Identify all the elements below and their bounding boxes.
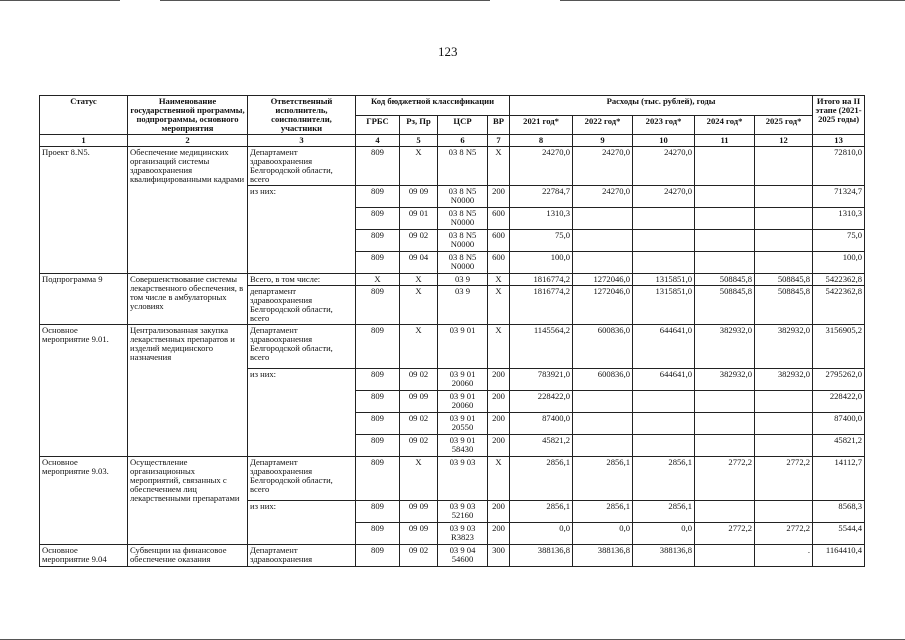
- value-cell-y2023: [633, 391, 695, 413]
- vr-cell: 200: [488, 391, 510, 413]
- value-cell-y2021: 1816774,2: [510, 274, 573, 286]
- rzpr-cell: 09 02: [400, 413, 438, 435]
- column-number: 13: [813, 135, 865, 147]
- value-cell-total: 5544,4: [813, 523, 865, 545]
- column-number: 5: [400, 135, 438, 147]
- column-number: 9: [573, 135, 633, 147]
- grbs-cell: 809: [356, 523, 400, 545]
- value-cell-y2025: 2772,2: [755, 523, 813, 545]
- value-cell-y2022: 0,0: [573, 523, 633, 545]
- value-cell-y2021: 1816774,2: [510, 286, 573, 325]
- column-number: 3: [248, 135, 356, 147]
- value-cell-y2022: [573, 391, 633, 413]
- value-cell-y2025: 382932,0: [755, 325, 813, 369]
- value-cell-y2024: 2772,2: [695, 523, 755, 545]
- value-cell-y2024: 382932,0: [695, 369, 755, 391]
- table-row: [40, 545, 865, 567]
- vr-cell: 300: [488, 545, 510, 567]
- value-cell-y2024: 2772,2: [695, 457, 755, 501]
- vr-cell: 600: [488, 252, 510, 274]
- value-cell-total: 75,0: [813, 230, 865, 252]
- value-cell-y2023: 24270,0: [633, 147, 695, 186]
- value-cell-total: 1310,3: [813, 208, 865, 230]
- header-2021: 2021 год*: [510, 115, 573, 135]
- scan-edge-line: [0, 0, 120, 1]
- header-csr: ЦСР: [438, 115, 488, 135]
- value-cell-total: 100,0: [813, 252, 865, 274]
- csr-cell: 03 9 04 54600: [438, 545, 488, 567]
- column-number: 12: [755, 135, 813, 147]
- rzpr-cell: 09 09: [400, 501, 438, 523]
- value-cell-y2023: [633, 208, 695, 230]
- header-rzpr: Рз, Пр: [400, 115, 438, 135]
- header-grbs: ГРБС: [356, 115, 400, 135]
- value-cell-y2022: 2856,1: [573, 501, 633, 523]
- column-number: 2: [128, 135, 248, 147]
- grbs-cell: 809: [356, 286, 400, 325]
- header-responsible: Ответственный исполнитель, соисполнители, участники: [248, 96, 356, 135]
- vr-cell: 200: [488, 413, 510, 435]
- column-number: 11: [695, 135, 755, 147]
- value-cell-y2022: 600836,0: [573, 325, 633, 369]
- value-cell-y2021: 1145564,2: [510, 325, 573, 369]
- column-number: 1: [40, 135, 128, 147]
- scan-edge-line: [160, 0, 490, 1]
- column-number: 7: [488, 135, 510, 147]
- value-cell-total: 228422,0: [813, 391, 865, 413]
- grbs-cell: 809: [356, 369, 400, 391]
- name-cell: Обеспечение медицинских организаций системы здравоохранения квалифицированными кадрами: [128, 147, 248, 274]
- vr-cell: 200: [488, 501, 510, 523]
- header-2022: 2022 год*: [573, 115, 633, 135]
- rzpr-cell: 09 09: [400, 186, 438, 208]
- header-2023: 2023 год*: [633, 115, 695, 135]
- csr-cell: 03 8 N5 N0000: [438, 252, 488, 274]
- value-cell-y2024: [695, 501, 755, 523]
- value-cell-y2021: 22784,7: [510, 186, 573, 208]
- value-cell-y2025: [755, 147, 813, 186]
- rzpr-cell: 09 01: [400, 208, 438, 230]
- value-cell-y2024: 382932,0: [695, 325, 755, 369]
- value-cell-y2023: 388136,8: [633, 545, 695, 567]
- responsible-cell: Департамент здравоохранения Белгородской области, всего: [248, 457, 356, 501]
- budget-table: [39, 95, 865, 567]
- responsible-cell: департамент здравоохранения Белгородской области, всего: [248, 286, 356, 325]
- grbs-cell: 809: [356, 501, 400, 523]
- rzpr-cell: 09 02: [400, 545, 438, 567]
- csr-cell: 03 9 01 20060: [438, 369, 488, 391]
- value-cell-y2022: 1272046,0: [573, 286, 633, 325]
- rzpr-cell: 09 09: [400, 523, 438, 545]
- value-cell-y2022: 24270,0: [573, 186, 633, 208]
- value-cell-y2025: [755, 252, 813, 274]
- value-cell-y2024: 508845,8: [695, 274, 755, 286]
- value-cell-y2021: 2856,1: [510, 457, 573, 501]
- status-cell: Основное мероприятие 9.03.: [40, 457, 128, 545]
- value-cell-y2022: 1272046,0: [573, 274, 633, 286]
- value-cell-total: 8568,3: [813, 501, 865, 523]
- value-cell-y2024: 508845,8: [695, 286, 755, 325]
- csr-cell: 03 9 01: [438, 325, 488, 369]
- responsible-cell: из них:: [248, 501, 356, 545]
- value-cell-y2021: 87400,0: [510, 413, 573, 435]
- rzpr-cell: 09 04: [400, 252, 438, 274]
- value-cell-y2023: [633, 413, 695, 435]
- value-cell-y2023: 24270,0: [633, 186, 695, 208]
- responsible-cell: Департамент здравоохранения Белгородской области, всего: [248, 325, 356, 369]
- csr-cell: 03 8 N5 N0000: [438, 230, 488, 252]
- csr-cell: 03 9 01 20060: [438, 391, 488, 413]
- value-cell-y2025: 2772,2: [755, 457, 813, 501]
- grbs-cell: X: [356, 274, 400, 286]
- column-number: 6: [438, 135, 488, 147]
- value-cell-y2022: 24270,0: [573, 147, 633, 186]
- value-cell-y2021: 100,0: [510, 252, 573, 274]
- status-cell: Основное мероприятие 9.01.: [40, 325, 128, 457]
- csr-cell: 03 9: [438, 286, 488, 325]
- vr-cell: X: [488, 286, 510, 325]
- grbs-cell: 809: [356, 391, 400, 413]
- value-cell-y2023: [633, 252, 695, 274]
- value-cell-y2023: 644641,0: [633, 325, 695, 369]
- header-vr: ВР: [488, 115, 510, 135]
- value-cell-y2025: [755, 413, 813, 435]
- value-cell-y2021: 24270,0: [510, 147, 573, 186]
- value-cell-y2024: [695, 186, 755, 208]
- csr-cell: 03 8 N5 N0000: [438, 208, 488, 230]
- responsible-cell: из них:: [248, 369, 356, 457]
- value-cell-y2023: 1315851,0: [633, 274, 695, 286]
- value-cell-y2024: [695, 435, 755, 457]
- grbs-cell: 809: [356, 457, 400, 501]
- value-cell-y2021: 1310,3: [510, 208, 573, 230]
- csr-cell: 03 9 03 52160: [438, 501, 488, 523]
- grbs-cell: 809: [356, 230, 400, 252]
- value-cell-y2023: 644641,0: [633, 369, 695, 391]
- value-cell-y2022: [573, 413, 633, 435]
- csr-cell: 03 9 03 R3823: [438, 523, 488, 545]
- value-cell-y2022: [573, 230, 633, 252]
- value-cell-y2024: [695, 147, 755, 186]
- vr-cell: X: [488, 457, 510, 501]
- vr-cell: X: [488, 147, 510, 186]
- name-cell: Субвенции на финансовое обеспечение оказания: [128, 545, 248, 567]
- grbs-cell: 809: [356, 252, 400, 274]
- grbs-cell: 809: [356, 147, 400, 186]
- value-cell-y2022: [573, 252, 633, 274]
- vr-cell: 200: [488, 369, 510, 391]
- grbs-cell: 809: [356, 186, 400, 208]
- header-status: Статус: [40, 96, 128, 135]
- rzpr-cell: X: [400, 286, 438, 325]
- grbs-cell: 809: [356, 325, 400, 369]
- value-cell-y2022: [573, 208, 633, 230]
- value-cell-y2024: [695, 391, 755, 413]
- responsible-cell: из них:: [248, 186, 356, 274]
- rzpr-cell: X: [400, 274, 438, 286]
- value-cell-total: 5422362,8: [813, 274, 865, 286]
- csr-cell: 03 8 N5 N0000: [438, 186, 488, 208]
- scan-edge-line: [560, 0, 905, 1]
- name-cell: Осуществление организационных мероприятий, связанных с обеспечением лиц лекарственными препаратами: [128, 457, 248, 545]
- status-cell: Подпрограмма 9: [40, 274, 128, 325]
- value-cell-y2021: 45821,2: [510, 435, 573, 457]
- value-cell-y2025: [755, 230, 813, 252]
- value-cell-total: 14112,7: [813, 457, 865, 501]
- value-cell-y2023: [633, 435, 695, 457]
- rzpr-cell: 09 09: [400, 391, 438, 413]
- value-cell-y2024: [695, 252, 755, 274]
- name-cell: Совершенствование системы лекарственного обеспечения, в том числе в амбулаторных условиях: [128, 274, 248, 325]
- table-row: [40, 325, 865, 369]
- vr-cell: X: [488, 325, 510, 369]
- table-row: [40, 147, 865, 186]
- value-cell-y2025: [755, 186, 813, 208]
- value-cell-y2025: 508845,8: [755, 274, 813, 286]
- column-number: 4: [356, 135, 400, 147]
- value-cell-y2021: 388136,8: [510, 545, 573, 567]
- grbs-cell: 809: [356, 545, 400, 567]
- value-cell-y2021: 75,0: [510, 230, 573, 252]
- responsible-cell: Департамент здравоохранения: [248, 545, 356, 567]
- rzpr-cell: 09 02: [400, 369, 438, 391]
- value-cell-y2024: [695, 230, 755, 252]
- header-2024: 2024 год*: [695, 115, 755, 135]
- value-cell-y2025: [755, 208, 813, 230]
- header-kbk: Код бюджетной классификации: [356, 96, 510, 116]
- value-cell-y2025: [755, 501, 813, 523]
- rzpr-cell: 09 02: [400, 435, 438, 457]
- page-number: 123: [438, 44, 458, 59]
- status-cell: Основное мероприятие 9.04: [40, 545, 128, 567]
- grbs-cell: 809: [356, 435, 400, 457]
- grbs-cell: 809: [356, 208, 400, 230]
- status-cell: Проект 8.N5.: [40, 147, 128, 274]
- vr-cell: 200: [488, 186, 510, 208]
- value-cell-total: 72810,0: [813, 147, 865, 186]
- header-name: Наименование государственной программы, подпрограммы, основного мероприятия: [128, 96, 248, 135]
- responsible-cell: Департамент здравоохранения Белгородской области, всего: [248, 147, 356, 186]
- vr-cell: 600: [488, 230, 510, 252]
- value-cell-y2023: 1315851,0: [633, 286, 695, 325]
- csr-cell: 03 9: [438, 274, 488, 286]
- value-cell-total: 71324,7: [813, 186, 865, 208]
- column-number: 8: [510, 135, 573, 147]
- header-total: Итого на II этапе (2021-2025 годы): [813, 96, 865, 135]
- value-cell-y2025: 382932,0: [755, 369, 813, 391]
- name-cell: Централизованная закупка лекарственных препаратов и изделий медицинского назначения: [128, 325, 248, 457]
- header-expenses: Расходы (тыс. рублей), годы: [510, 96, 813, 116]
- value-cell-y2021: 783921,0: [510, 369, 573, 391]
- value-cell-y2021: 228422,0: [510, 391, 573, 413]
- table-row: [40, 274, 865, 286]
- value-cell-y2021: 0,0: [510, 523, 573, 545]
- header-2025: 2025 год*: [755, 115, 813, 135]
- value-cell-y2023: 2856,1: [633, 501, 695, 523]
- value-cell-y2022: 600836,0: [573, 369, 633, 391]
- value-cell-total: 3156905,2: [813, 325, 865, 369]
- value-cell-y2025: [755, 391, 813, 413]
- value-cell-total: 45821,2: [813, 435, 865, 457]
- value-cell-total: 87400,0: [813, 413, 865, 435]
- column-number: 10: [633, 135, 695, 147]
- value-cell-y2024: [695, 545, 755, 567]
- csr-cell: 03 8 N5: [438, 147, 488, 186]
- value-cell-y2021: 2856,1: [510, 501, 573, 523]
- rzpr-cell: X: [400, 325, 438, 369]
- vr-cell: 200: [488, 523, 510, 545]
- value-cell-y2022: 2856,1: [573, 457, 633, 501]
- value-cell-y2025: 508845,8: [755, 286, 813, 325]
- vr-cell: 200: [488, 435, 510, 457]
- rzpr-cell: 09 02: [400, 230, 438, 252]
- value-cell-y2022: [573, 435, 633, 457]
- value-cell-y2025: [755, 435, 813, 457]
- value-cell-y2023: 0,0: [633, 523, 695, 545]
- rzpr-cell: X: [400, 457, 438, 501]
- value-cell-total: 2795262,0: [813, 369, 865, 391]
- responsible-cell: Всего, в том числе:: [248, 274, 356, 286]
- csr-cell: 03 9 03: [438, 457, 488, 501]
- value-cell-total: 5422362,8: [813, 286, 865, 325]
- vr-cell: 600: [488, 208, 510, 230]
- grbs-cell: 809: [356, 413, 400, 435]
- value-cell-y2023: 2856,1: [633, 457, 695, 501]
- rzpr-cell: X: [400, 147, 438, 186]
- table-row: [40, 457, 865, 501]
- value-cell-y2023: [633, 230, 695, 252]
- value-cell-y2025: .: [755, 545, 813, 567]
- vr-cell: X: [488, 274, 510, 286]
- value-cell-y2024: [695, 413, 755, 435]
- csr-cell: 03 9 01 20550: [438, 413, 488, 435]
- csr-cell: 03 9 01 58430: [438, 435, 488, 457]
- value-cell-y2022: 388136,8: [573, 545, 633, 567]
- value-cell-total: 1164410,4: [813, 545, 865, 567]
- value-cell-y2024: [695, 208, 755, 230]
